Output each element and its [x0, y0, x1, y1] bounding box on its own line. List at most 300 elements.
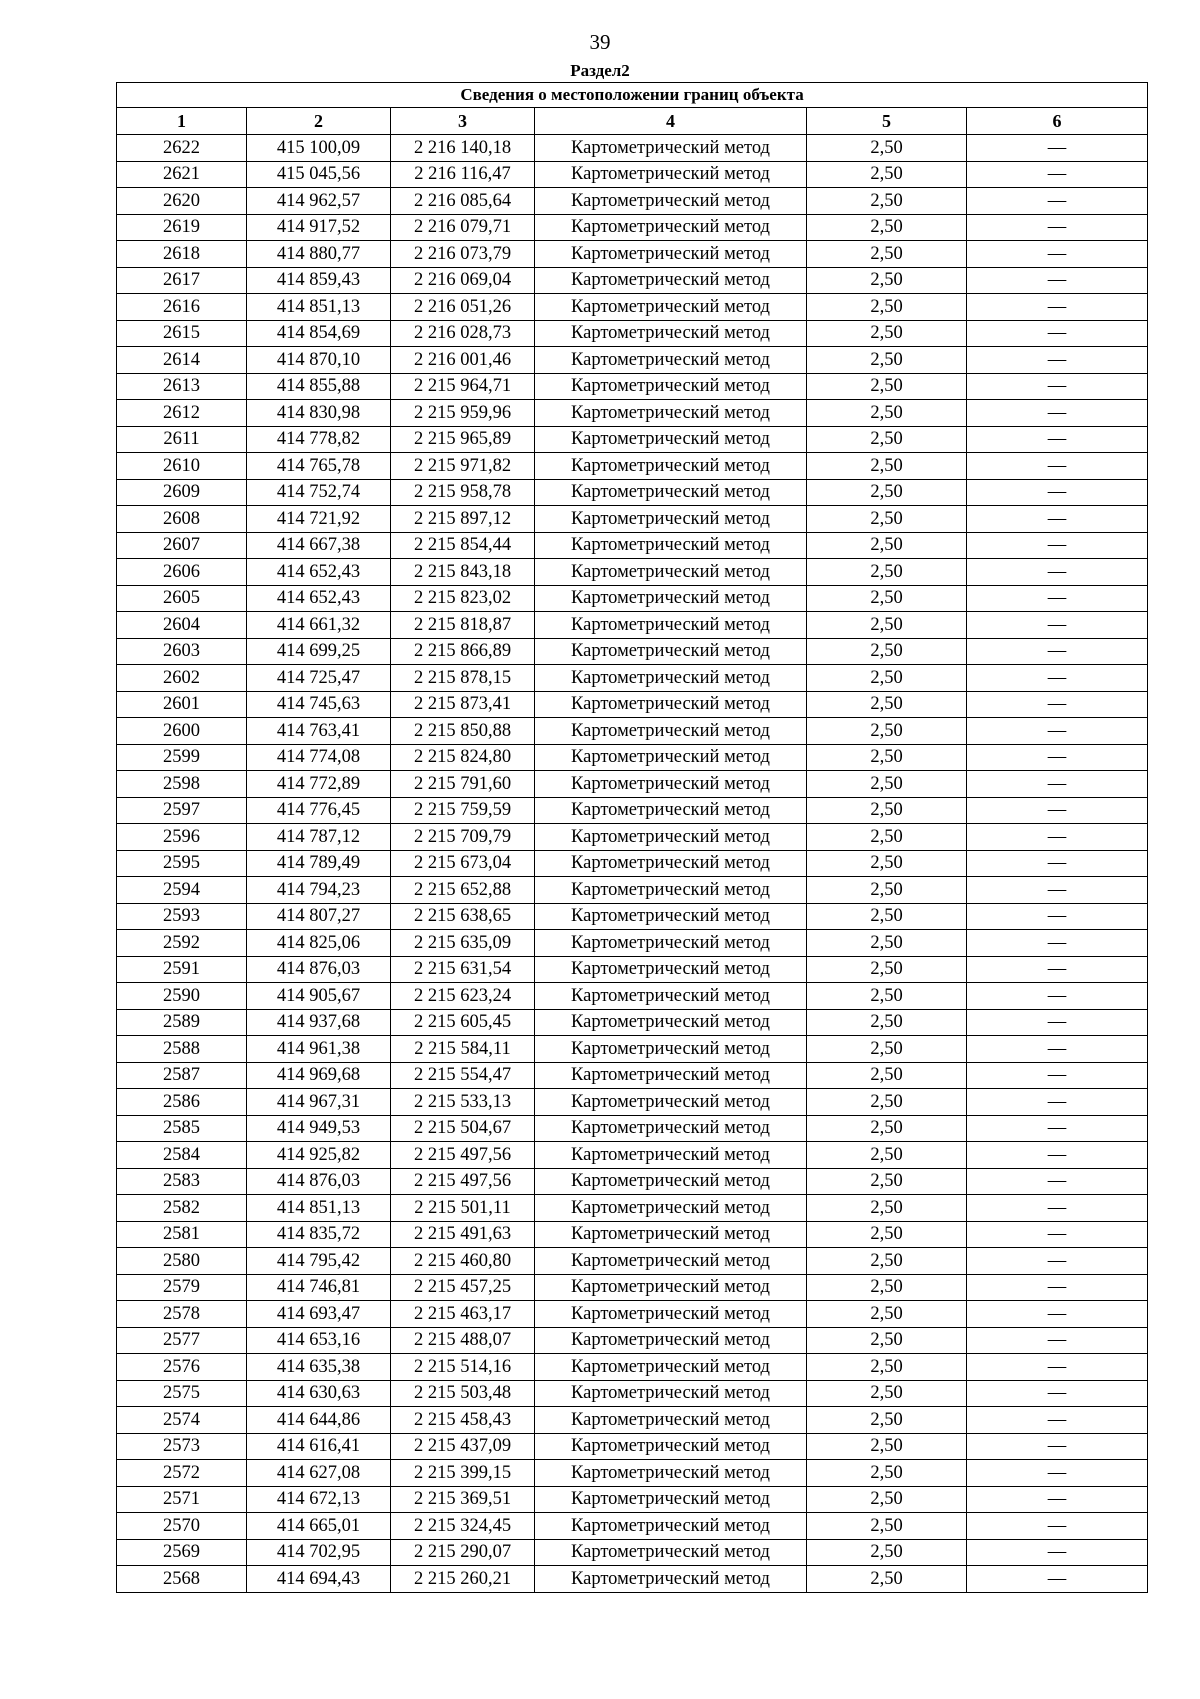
- table-row: [117, 983, 1148, 1010]
- y-coordinate-cell: 2 215 458,43: [391, 1407, 535, 1434]
- method-cell: Картометрический метод: [535, 320, 807, 347]
- point-number-cell: 2570: [117, 1513, 247, 1540]
- x-coordinate-cell: 414 694,43: [247, 1566, 391, 1593]
- note-cell: —: [967, 1089, 1148, 1116]
- note-cell: —: [967, 1486, 1148, 1513]
- y-coordinate-cell: 2 215 958,78: [391, 479, 535, 506]
- table-row: [117, 559, 1148, 586]
- table-row: [117, 850, 1148, 877]
- y-coordinate-cell: 2 215 866,89: [391, 638, 535, 665]
- note-cell: —: [967, 320, 1148, 347]
- table-row: [117, 956, 1148, 983]
- table-caption: Сведения о местоположении границ объекта: [117, 83, 1148, 108]
- point-number-cell: 2619: [117, 214, 247, 241]
- x-coordinate-cell: 414 830,98: [247, 400, 391, 427]
- method-cell: Картометрический метод: [535, 1115, 807, 1142]
- note-cell: —: [967, 903, 1148, 930]
- note-cell: —: [967, 1407, 1148, 1434]
- y-coordinate-cell: 2 215 824,80: [391, 744, 535, 771]
- note-cell: —: [967, 638, 1148, 665]
- column-header: 6: [967, 108, 1148, 135]
- method-cell: Картометрический метод: [535, 241, 807, 268]
- y-coordinate-cell: 2 215 324,45: [391, 1513, 535, 1540]
- y-coordinate-cell: 2 215 504,67: [391, 1115, 535, 1142]
- method-cell: Картометрический метод: [535, 1195, 807, 1222]
- y-coordinate-cell: 2 216 073,79: [391, 241, 535, 268]
- method-cell: Картометрический метод: [535, 638, 807, 665]
- column-header: 3: [391, 108, 535, 135]
- table-row: [117, 1221, 1148, 1248]
- table-row: [117, 1195, 1148, 1222]
- x-coordinate-cell: 414 807,27: [247, 903, 391, 930]
- y-coordinate-cell: 2 215 759,59: [391, 797, 535, 824]
- method-cell: Картометрический метод: [535, 559, 807, 586]
- note-cell: —: [967, 347, 1148, 374]
- method-cell: Картометрический метод: [535, 347, 807, 374]
- y-coordinate-cell: 2 215 959,96: [391, 400, 535, 427]
- accuracy-cell: 2,50: [807, 797, 967, 824]
- point-number-cell: 2599: [117, 744, 247, 771]
- accuracy-cell: 2,50: [807, 1195, 967, 1222]
- point-number-cell: 2575: [117, 1380, 247, 1407]
- note-cell: —: [967, 1274, 1148, 1301]
- method-cell: Картометрический метод: [535, 771, 807, 798]
- y-coordinate-cell: 2 215 652,88: [391, 877, 535, 904]
- table-row: [117, 1566, 1148, 1593]
- point-number-cell: 2607: [117, 532, 247, 559]
- x-coordinate-cell: 414 905,67: [247, 983, 391, 1010]
- accuracy-cell: 2,50: [807, 1433, 967, 1460]
- method-cell: Картометрический метод: [535, 1274, 807, 1301]
- table-row: [117, 453, 1148, 480]
- method-cell: Картометрический метод: [535, 1486, 807, 1513]
- method-cell: Картометрический метод: [535, 188, 807, 215]
- x-coordinate-cell: 414 699,25: [247, 638, 391, 665]
- note-cell: —: [967, 1115, 1148, 1142]
- method-cell: Картометрический метод: [535, 1142, 807, 1169]
- y-coordinate-cell: 2 215 457,25: [391, 1274, 535, 1301]
- y-coordinate-cell: 2 215 460,80: [391, 1248, 535, 1275]
- table-row: [117, 1433, 1148, 1460]
- point-number-cell: 2577: [117, 1327, 247, 1354]
- table-row: [117, 1354, 1148, 1381]
- point-number-cell: 2591: [117, 956, 247, 983]
- y-coordinate-cell: 2 216 001,46: [391, 347, 535, 374]
- note-cell: —: [967, 532, 1148, 559]
- accuracy-cell: 2,50: [807, 877, 967, 904]
- x-coordinate-cell: 414 652,43: [247, 585, 391, 612]
- x-coordinate-cell: 414 870,10: [247, 347, 391, 374]
- point-number-cell: 2598: [117, 771, 247, 798]
- y-coordinate-cell: 2 215 635,09: [391, 930, 535, 957]
- accuracy-cell: 2,50: [807, 373, 967, 400]
- point-number-cell: 2615: [117, 320, 247, 347]
- method-cell: Картометрический метод: [535, 1407, 807, 1434]
- method-cell: Картометрический метод: [535, 1036, 807, 1063]
- point-number-cell: 2574: [117, 1407, 247, 1434]
- note-cell: —: [967, 1195, 1148, 1222]
- accuracy-cell: 2,50: [807, 1248, 967, 1275]
- note-cell: —: [967, 426, 1148, 453]
- method-cell: Картометрический метод: [535, 850, 807, 877]
- x-coordinate-cell: 414 787,12: [247, 824, 391, 851]
- table-row: [117, 320, 1148, 347]
- accuracy-cell: 2,50: [807, 1539, 967, 1566]
- table-row: [117, 585, 1148, 612]
- x-coordinate-cell: 414 876,03: [247, 1168, 391, 1195]
- accuracy-cell: 2,50: [807, 453, 967, 480]
- boundary-table: [116, 82, 1148, 1593]
- point-number-cell: 2601: [117, 691, 247, 718]
- accuracy-cell: 2,50: [807, 1089, 967, 1116]
- accuracy-cell: 2,50: [807, 585, 967, 612]
- y-coordinate-cell: 2 215 818,87: [391, 612, 535, 639]
- table-row: [117, 903, 1148, 930]
- table-row: [117, 161, 1148, 188]
- point-number-cell: 2613: [117, 373, 247, 400]
- column-header: 5: [807, 108, 967, 135]
- x-coordinate-cell: 414 967,31: [247, 1089, 391, 1116]
- x-coordinate-cell: 414 876,03: [247, 956, 391, 983]
- y-coordinate-cell: 2 215 964,71: [391, 373, 535, 400]
- table-row: [117, 824, 1148, 851]
- table-caption-row: [117, 83, 1148, 108]
- accuracy-cell: 2,50: [807, 1513, 967, 1540]
- point-number-cell: 2583: [117, 1168, 247, 1195]
- method-cell: Картометрический метод: [535, 1433, 807, 1460]
- y-coordinate-cell: 2 215 791,60: [391, 771, 535, 798]
- note-cell: —: [967, 718, 1148, 745]
- y-coordinate-cell: 2 215 971,82: [391, 453, 535, 480]
- accuracy-cell: 2,50: [807, 691, 967, 718]
- note-cell: —: [967, 214, 1148, 241]
- x-coordinate-cell: 414 969,68: [247, 1062, 391, 1089]
- y-coordinate-cell: 2 215 843,18: [391, 559, 535, 586]
- accuracy-cell: 2,50: [807, 665, 967, 692]
- method-cell: Картометрический метод: [535, 214, 807, 241]
- note-cell: —: [967, 294, 1148, 321]
- x-coordinate-cell: 414 721,92: [247, 506, 391, 533]
- note-cell: —: [967, 373, 1148, 400]
- table-row: [117, 877, 1148, 904]
- note-cell: —: [967, 506, 1148, 533]
- y-coordinate-cell: 2 216 028,73: [391, 320, 535, 347]
- point-number-cell: 2610: [117, 453, 247, 480]
- method-cell: Картометрический метод: [535, 585, 807, 612]
- y-coordinate-cell: 2 215 631,54: [391, 956, 535, 983]
- method-cell: Картометрический метод: [535, 1062, 807, 1089]
- table-row: [117, 1142, 1148, 1169]
- accuracy-cell: 2,50: [807, 135, 967, 162]
- y-coordinate-cell: 2 215 623,24: [391, 983, 535, 1010]
- x-coordinate-cell: 414 795,42: [247, 1248, 391, 1275]
- y-coordinate-cell: 2 215 638,65: [391, 903, 535, 930]
- note-cell: —: [967, 241, 1148, 268]
- note-cell: —: [967, 1009, 1148, 1036]
- method-cell: Картометрический метод: [535, 1566, 807, 1593]
- point-number-cell: 2611: [117, 426, 247, 453]
- table-row: [117, 1460, 1148, 1487]
- table-row: [117, 532, 1148, 559]
- method-cell: Картометрический метод: [535, 665, 807, 692]
- point-number-cell: 2617: [117, 267, 247, 294]
- y-coordinate-cell: 2 216 079,71: [391, 214, 535, 241]
- point-number-cell: 2604: [117, 612, 247, 639]
- table-row: [117, 638, 1148, 665]
- table-row: [117, 347, 1148, 374]
- accuracy-cell: 2,50: [807, 320, 967, 347]
- x-coordinate-cell: 414 653,16: [247, 1327, 391, 1354]
- y-coordinate-cell: 2 215 501,11: [391, 1195, 535, 1222]
- table-row: [117, 214, 1148, 241]
- accuracy-cell: 2,50: [807, 1354, 967, 1381]
- accuracy-cell: 2,50: [807, 1566, 967, 1593]
- method-cell: Картометрический метод: [535, 1513, 807, 1540]
- point-number-cell: 2597: [117, 797, 247, 824]
- accuracy-cell: 2,50: [807, 506, 967, 533]
- accuracy-cell: 2,50: [807, 930, 967, 957]
- method-cell: Картометрический метод: [535, 1221, 807, 1248]
- method-cell: Картометрический метод: [535, 1248, 807, 1275]
- accuracy-cell: 2,50: [807, 532, 967, 559]
- table-row: [117, 1248, 1148, 1275]
- y-coordinate-cell: 2 215 497,56: [391, 1168, 535, 1195]
- table-row: [117, 718, 1148, 745]
- point-number-cell: 2622: [117, 135, 247, 162]
- method-cell: Картометрический метод: [535, 691, 807, 718]
- accuracy-cell: 2,50: [807, 1221, 967, 1248]
- accuracy-cell: 2,50: [807, 1168, 967, 1195]
- note-cell: —: [967, 850, 1148, 877]
- y-coordinate-cell: 2 216 116,47: [391, 161, 535, 188]
- column-header: 1: [117, 108, 247, 135]
- table-header-row: [117, 108, 1148, 135]
- table-row: [117, 1274, 1148, 1301]
- method-cell: Картометрический метод: [535, 135, 807, 162]
- point-number-cell: 2582: [117, 1195, 247, 1222]
- x-coordinate-cell: 414 763,41: [247, 718, 391, 745]
- method-cell: Картометрический метод: [535, 1380, 807, 1407]
- note-cell: —: [967, 1221, 1148, 1248]
- point-number-cell: 2596: [117, 824, 247, 851]
- point-number-cell: 2618: [117, 241, 247, 268]
- x-coordinate-cell: 414 725,47: [247, 665, 391, 692]
- point-number-cell: 2573: [117, 1433, 247, 1460]
- accuracy-cell: 2,50: [807, 638, 967, 665]
- table-row: [117, 506, 1148, 533]
- note-cell: —: [967, 1142, 1148, 1169]
- accuracy-cell: 2,50: [807, 161, 967, 188]
- column-header: 4: [535, 108, 807, 135]
- note-cell: —: [967, 400, 1148, 427]
- x-coordinate-cell: 414 693,47: [247, 1301, 391, 1328]
- method-cell: Картометрический метод: [535, 877, 807, 904]
- accuracy-cell: 2,50: [807, 559, 967, 586]
- method-cell: Картометрический метод: [535, 1009, 807, 1036]
- x-coordinate-cell: 414 778,82: [247, 426, 391, 453]
- note-cell: —: [967, 877, 1148, 904]
- table-row: [117, 426, 1148, 453]
- note-cell: —: [967, 1566, 1148, 1593]
- accuracy-cell: 2,50: [807, 1036, 967, 1063]
- accuracy-cell: 2,50: [807, 1460, 967, 1487]
- note-cell: —: [967, 1539, 1148, 1566]
- x-coordinate-cell: 414 961,38: [247, 1036, 391, 1063]
- point-number-cell: 2581: [117, 1221, 247, 1248]
- point-number-cell: 2584: [117, 1142, 247, 1169]
- method-cell: Картометрический метод: [535, 797, 807, 824]
- method-cell: Картометрический метод: [535, 612, 807, 639]
- accuracy-cell: 2,50: [807, 1142, 967, 1169]
- point-number-cell: 2578: [117, 1301, 247, 1328]
- x-coordinate-cell: 414 835,72: [247, 1221, 391, 1248]
- point-number-cell: 2605: [117, 585, 247, 612]
- note-cell: —: [967, 1460, 1148, 1487]
- point-number-cell: 2568: [117, 1566, 247, 1593]
- x-coordinate-cell: 414 630,63: [247, 1380, 391, 1407]
- point-number-cell: 2614: [117, 347, 247, 374]
- y-coordinate-cell: 2 216 069,04: [391, 267, 535, 294]
- point-number-cell: 2572: [117, 1460, 247, 1487]
- table-row: [117, 1327, 1148, 1354]
- x-coordinate-cell: 414 752,74: [247, 479, 391, 506]
- x-coordinate-cell: 414 635,38: [247, 1354, 391, 1381]
- note-cell: —: [967, 665, 1148, 692]
- table-row: [117, 1513, 1148, 1540]
- note-cell: —: [967, 479, 1148, 506]
- y-coordinate-cell: 2 215 491,63: [391, 1221, 535, 1248]
- note-cell: —: [967, 983, 1148, 1010]
- note-cell: —: [967, 1513, 1148, 1540]
- x-coordinate-cell: 414 825,06: [247, 930, 391, 957]
- method-cell: Картометрический метод: [535, 903, 807, 930]
- table-row: [117, 400, 1148, 427]
- accuracy-cell: 2,50: [807, 241, 967, 268]
- x-coordinate-cell: 414 772,89: [247, 771, 391, 798]
- table-row: [117, 1009, 1148, 1036]
- note-cell: —: [967, 161, 1148, 188]
- point-number-cell: 2603: [117, 638, 247, 665]
- accuracy-cell: 2,50: [807, 983, 967, 1010]
- table-row: [117, 1168, 1148, 1195]
- x-coordinate-cell: 414 765,78: [247, 453, 391, 480]
- note-cell: —: [967, 1036, 1148, 1063]
- y-coordinate-cell: 2 215 850,88: [391, 718, 535, 745]
- x-coordinate-cell: 414 776,45: [247, 797, 391, 824]
- point-number-cell: 2595: [117, 850, 247, 877]
- table-row: [117, 1089, 1148, 1116]
- y-coordinate-cell: 2 215 463,17: [391, 1301, 535, 1328]
- note-cell: —: [967, 824, 1148, 851]
- x-coordinate-cell: 414 794,23: [247, 877, 391, 904]
- table-row: [117, 294, 1148, 321]
- x-coordinate-cell: 415 045,56: [247, 161, 391, 188]
- point-number-cell: 2600: [117, 718, 247, 745]
- note-cell: —: [967, 930, 1148, 957]
- y-coordinate-cell: 2 215 823,02: [391, 585, 535, 612]
- point-number-cell: 2579: [117, 1274, 247, 1301]
- method-cell: Картометрический метод: [535, 267, 807, 294]
- point-number-cell: 2621: [117, 161, 247, 188]
- method-cell: Картометрический метод: [535, 532, 807, 559]
- x-coordinate-cell: 414 665,01: [247, 1513, 391, 1540]
- accuracy-cell: 2,50: [807, 1407, 967, 1434]
- point-number-cell: 2588: [117, 1036, 247, 1063]
- x-coordinate-cell: 414 702,95: [247, 1539, 391, 1566]
- point-number-cell: 2609: [117, 479, 247, 506]
- y-coordinate-cell: 2 215 290,07: [391, 1539, 535, 1566]
- table-row: [117, 771, 1148, 798]
- point-number-cell: 2576: [117, 1354, 247, 1381]
- x-coordinate-cell: 414 917,52: [247, 214, 391, 241]
- note-cell: —: [967, 267, 1148, 294]
- point-number-cell: 2592: [117, 930, 247, 957]
- accuracy-cell: 2,50: [807, 1115, 967, 1142]
- y-coordinate-cell: 2 215 514,16: [391, 1354, 535, 1381]
- point-number-cell: 2569: [117, 1539, 247, 1566]
- method-cell: Картометрический метод: [535, 373, 807, 400]
- point-number-cell: 2602: [117, 665, 247, 692]
- point-number-cell: 2616: [117, 294, 247, 321]
- column-header: 2: [247, 108, 391, 135]
- table-row: [117, 1539, 1148, 1566]
- note-cell: —: [967, 797, 1148, 824]
- x-coordinate-cell: 414 774,08: [247, 744, 391, 771]
- y-coordinate-cell: 2 215 873,41: [391, 691, 535, 718]
- table-row: [117, 241, 1148, 268]
- x-coordinate-cell: 414 851,13: [247, 1195, 391, 1222]
- method-cell: Картометрический метод: [535, 824, 807, 851]
- accuracy-cell: 2,50: [807, 347, 967, 374]
- note-cell: —: [967, 135, 1148, 162]
- x-coordinate-cell: 414 789,49: [247, 850, 391, 877]
- table-row: [117, 135, 1148, 162]
- table-row: [117, 744, 1148, 771]
- point-number-cell: 2612: [117, 400, 247, 427]
- table-row: [117, 1301, 1148, 1328]
- note-cell: —: [967, 585, 1148, 612]
- point-number-cell: 2586: [117, 1089, 247, 1116]
- method-cell: Картометрический метод: [535, 1539, 807, 1566]
- method-cell: Картометрический метод: [535, 1089, 807, 1116]
- point-number-cell: 2594: [117, 877, 247, 904]
- note-cell: —: [967, 1354, 1148, 1381]
- y-coordinate-cell: 2 215 497,56: [391, 1142, 535, 1169]
- method-cell: Картометрический метод: [535, 983, 807, 1010]
- method-cell: Картометрический метод: [535, 453, 807, 480]
- accuracy-cell: 2,50: [807, 903, 967, 930]
- method-cell: Картометрический метод: [535, 400, 807, 427]
- accuracy-cell: 2,50: [807, 850, 967, 877]
- x-coordinate-cell: 414 746,81: [247, 1274, 391, 1301]
- x-coordinate-cell: 414 652,43: [247, 559, 391, 586]
- note-cell: —: [967, 771, 1148, 798]
- point-number-cell: 2593: [117, 903, 247, 930]
- method-cell: Картометрический метод: [535, 744, 807, 771]
- method-cell: Картометрический метод: [535, 1301, 807, 1328]
- y-coordinate-cell: 2 215 399,15: [391, 1460, 535, 1487]
- accuracy-cell: 2,50: [807, 188, 967, 215]
- x-coordinate-cell: 414 937,68: [247, 1009, 391, 1036]
- y-coordinate-cell: 2 215 897,12: [391, 506, 535, 533]
- accuracy-cell: 2,50: [807, 771, 967, 798]
- y-coordinate-cell: 2 215 260,21: [391, 1566, 535, 1593]
- note-cell: —: [967, 744, 1148, 771]
- accuracy-cell: 2,50: [807, 956, 967, 983]
- note-cell: —: [967, 1301, 1148, 1328]
- method-cell: Картометрический метод: [535, 294, 807, 321]
- x-coordinate-cell: 414 644,86: [247, 1407, 391, 1434]
